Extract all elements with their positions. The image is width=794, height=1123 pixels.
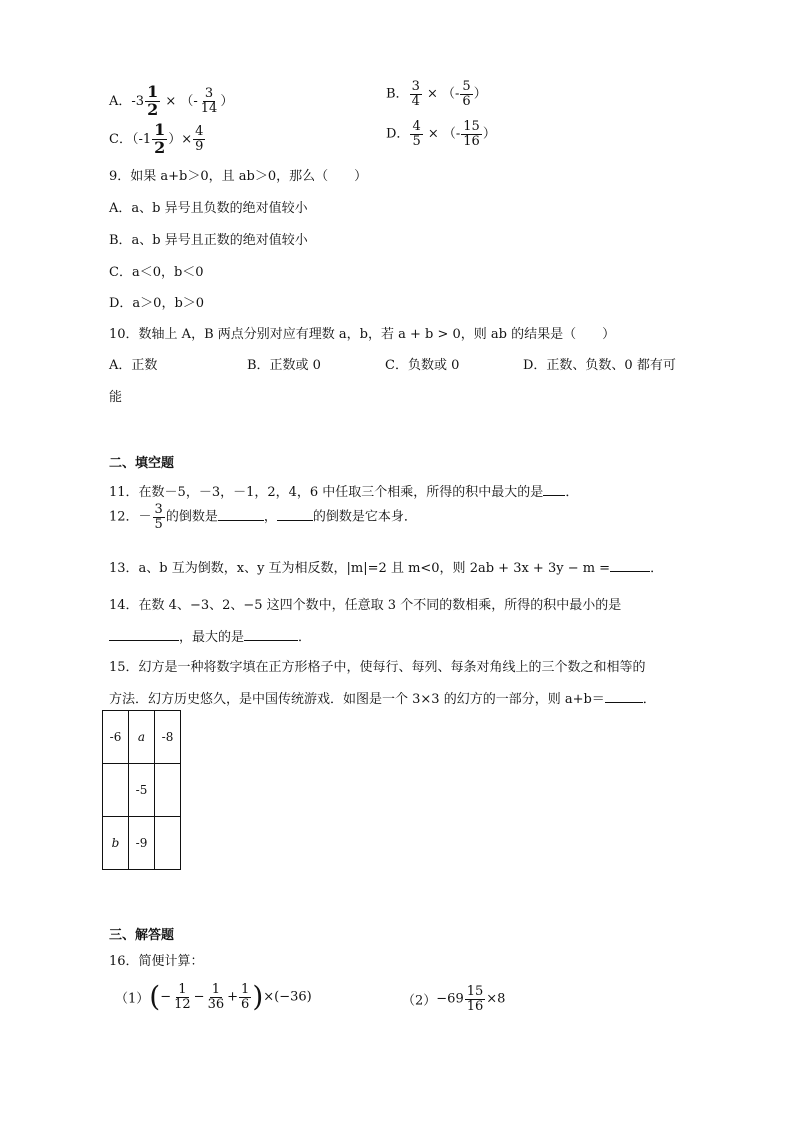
grid-cell: -9: [129, 817, 155, 870]
q9-option-c: C．a＜0，b＜0: [109, 265, 204, 280]
q12: 12．－ $\frac{3}{5}$ 的倒数是 ， 的倒数是它本身．: [109, 502, 417, 532]
grid-cell: [103, 764, 129, 817]
q16-part-2: （2）−69 $\frac{15}{16}$ ×8: [402, 984, 506, 1014]
section-title-solve: 三、解答题: [109, 928, 175, 943]
answer-blank: [277, 508, 313, 521]
q14-line2: ，最大的是 ．: [109, 626, 311, 645]
grid-cell: -5: [129, 764, 155, 817]
q15-line2: 方法．幻方历史悠久，是中国传统游戏．如图是一个 3×3 的幻方的一部分，则 a+b＝ ．: [109, 692, 656, 707]
grid-cell: [155, 817, 181, 870]
grid-cell: a: [129, 711, 155, 764]
q11: 11．在数－5，－3，－1，2，4，6 中任取三个相乘，所得的积中最大的是 ．: [109, 485, 579, 500]
q9-option-d: D．a＞0，b＞0: [109, 296, 205, 311]
q10-option-b: B．正数或 0: [247, 358, 321, 373]
q10-option-a: A．正数: [109, 358, 158, 373]
q8-option-b: B． $\frac{3}{4}$ × （- $\frac{5}{6}$ ）: [386, 79, 487, 109]
answer-blank: [610, 559, 650, 572]
q10-stem: 10．数轴上 A，B 两点分别对应有理数 a，b，若 a + b > 0，则 ab 的结果是（ ）: [109, 327, 616, 342]
q10-option-d: D．正数、负数、0 都有可: [523, 358, 676, 373]
q13: 13．a、b 互为倒数，x、y 互为相反数，|m|=2 且 m<0，则 2ab + 3x + 3y − m = ．: [109, 561, 664, 576]
q10-option-d-continued: 能: [109, 390, 123, 405]
grid-cell: [155, 764, 181, 817]
q9-option-a: A．a、b 异号且负数的绝对值较小: [109, 201, 308, 216]
q8-option-a: A．-3 $\frac{1}{2}$ × （- $\frac{3}{14}$ ）: [109, 82, 234, 119]
q10-option-c: C．负数或 0: [385, 358, 460, 373]
q9-option-b: B．a、b 异号且正数的绝对值较小: [109, 233, 308, 248]
answer-blank: [543, 483, 565, 496]
answer-blank: [218, 508, 264, 521]
magic-square-grid: [102, 710, 181, 870]
answer-blank: [109, 628, 179, 641]
q8-option-d: D． $\frac{4}{5}$ × （- $\frac{15}{16}$ ）: [386, 119, 496, 149]
fraction: $\frac{1}{2}$: [147, 82, 159, 119]
q16-part-1: （1）(− $\frac{1}{12}$ − $\frac{1}{36}$ + $\frac{1}{6}$ )×(−36): [115, 980, 312, 1014]
q9-stem: 9．如果 a+b＞0，且 ab＞0，那么（ ）: [109, 169, 368, 184]
q8-option-c: C．（-1 $\frac{1}{2}$ ）× $\frac{4}{9}$: [109, 120, 204, 157]
q15-line1: 15．幻方是一种将数字填在正方形格子中，使每行、每列、每条对角线上的三个数之和相等的: [109, 660, 646, 675]
answer-blank: [244, 628, 298, 641]
q14-line1: 14．在数 4、−3、2、−5 这四个数中，任意取 3 个不同的数相乘，所得的积中最小的是: [109, 598, 622, 613]
section-title-fill-in: 二、填空题: [109, 456, 175, 471]
q16-stem: 16．简便计算：: [109, 954, 204, 969]
grid-cell: -6: [103, 711, 129, 764]
grid-cell: -8: [155, 711, 181, 764]
grid-cell: b: [103, 817, 129, 870]
answer-blank: [605, 690, 643, 703]
